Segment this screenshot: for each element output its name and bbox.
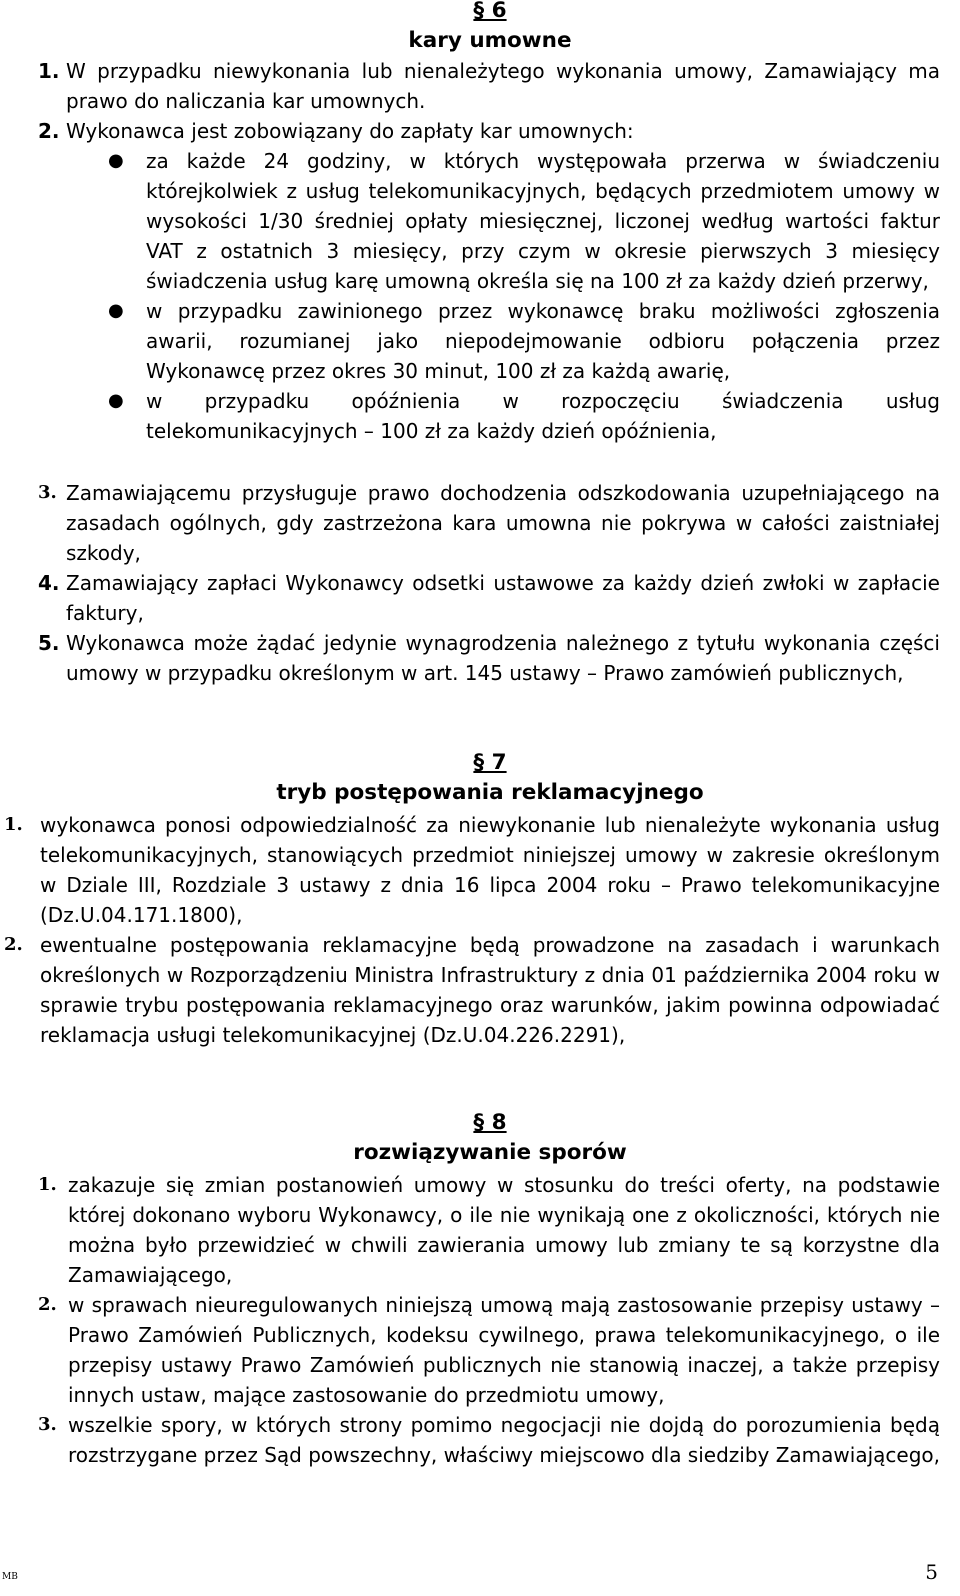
list-item [38,116,940,146]
bullet-icon: ● [108,300,124,321]
item-number: 4. [38,571,60,595]
section-7-sign: § 7 [473,750,507,775]
section-6-body-continued [38,478,940,688]
list-item [38,478,940,568]
item-number: 2. [38,119,60,143]
item-number: 5. [38,631,60,655]
section-7 [40,748,940,808]
item-text: Wykonawca jest zobowiązany do zapłaty kar umownych: [66,119,634,143]
bullet-item [108,146,940,296]
list-item [38,1170,940,1290]
section-7-title: tryb postępowania reklamacyjnego [276,780,704,805]
item-number: 2. [4,934,23,955]
footer-initials: MB [2,1572,18,1582]
list-item [38,628,940,688]
section-8-title: rozwiązywanie sporów [353,1140,627,1165]
bullet-text: w przypadku zawinionego przez wykonawcę braku możliwości zgłoszenia awarii, rozumianej jako niepodejmowanie odbioru połączenia przez Wykonawcę przez okres 30 minut, 100 zł za każdą awarię, [146,299,940,383]
bullet-item [108,386,940,446]
item-number: 1. [38,1174,57,1195]
list-item [4,810,940,930]
bullet-list [108,146,940,446]
bullet-text: w przypadku opóźnienia w rozpoczęciu świadczenia usług telekomunikacyjnych – 100 zł za każdy dzień opóźnienia, [146,389,940,443]
section-6-sign: § 6 [473,0,507,23]
bullet-text: za każde 24 godziny, w których występowała przerwa w świadczeniu którejkolwiek z usług telekomunikacyjnych, będących przedmiotem umowy w wysokości 1/30 średniej opłaty miesięcznej, liczonej według wartości faktur VAT z ostatnich 3 miesięcy, przy czym w okresie pierwszych 3 miesięcy świadczenia usług karę umowną określa się na 100 zł za każdy dzień przerwy, [146,149,940,293]
page-number: 5 [925,1560,938,1584]
section-8 [40,1108,940,1168]
item-number: 3. [38,1414,57,1435]
section-8-body [38,1170,940,1470]
item-number: 1. [38,59,60,83]
item-text: zakazuje się zmian postanowień umowy w stosunku do treści oferty, na podstawie której dokonano wyboru Wykonawcy, o ile nie wynikają one z okoliczności, których nie można było przewidzieć w chwili zawierania umowy lub zmiany te są korzystne dla Zamawiającego, [68,1173,940,1287]
bullet-icon: ● [108,150,124,171]
section-7-body [4,810,940,1050]
item-text: ewentualne postępowania reklamacyjne będą prowadzone na zasadach i warunkach określonych w Rozporządzeniu Ministra Infrastruktury z dnia 01 października 2004 roku w sprawie trybu postępowania reklamacyjnego oraz warunków, jakim powinna odpowiadać reklamacja usługi telekomunikacyjnej (Dz.U.04.226.2291), [40,933,940,1047]
item-text: Wykonawca może żądać jedynie wynagrodzenia należnego z tytułu wykonania części umowy w przypadku określonym w art. 145 ustawy – Prawo zamówień publicznych, [66,631,940,685]
section-8-sign: § 8 [473,1110,507,1135]
list-item [4,930,940,1050]
item-number: 2. [38,1294,57,1315]
section-6-title: kary umowne [408,28,572,53]
item-number: 3. [38,482,57,503]
item-text: w sprawach nieuregulowanych niniejszą umową mają zastosowanie przepisy ustawy – Prawo Zamówień Publicznych, kodeksu cywilnego, prawa telekomunikacyjnego, o ile przepisy ustawy Prawo Zamówień publicznych nie stanowią inaczej, a także przepisy innych ustaw, mające zastosowanie do przedmiotu umowy, [68,1293,940,1407]
bullet-icon: ● [108,390,124,411]
list-item [38,1290,940,1410]
section-6-body [38,56,940,146]
bullet-item [108,296,940,386]
item-text: wykonawca ponosi odpowiedzialność za niewykonanie lub nienależyte wykonania usług telekomunikacyjnych, stanowiących przedmiot niniejszej umowy w zakresie określonym w Dziale III, Rozdziale 3 ustawy z dnia 16 lipca 2004 roku – Prawo telekomunikacyjne (Dz.U.04.171.1800), [40,813,940,927]
item-text: Zamawiający zapłaci Wykonawcy odsetki ustawowe za każdy dzień zwłoki w zapłacie faktury, [66,571,940,625]
item-text: Zamawiającemu przysługuje prawo dochodzenia odszkodowania uzupełniającego na zasadach ogólnych, gdy zastrzeżona kara umowna nie pokrywa w całości zaistniałej szkody, [66,481,940,565]
item-number: 1. [4,814,23,835]
section-6 [40,0,940,56]
list-item [38,568,940,628]
list-item [38,1410,940,1470]
item-text: W przypadku niewykonania lub nienależytego wykonania umowy, Zamawiający ma prawo do naliczania kar umownych. [66,59,940,113]
item-text: wszelkie spory, w których strony pomimo negocjacji nie dojdą do porozumienia będą rozstrzygane przez Sąd powszechny, właściwy miejscowo dla siedziby Zamawiającego, [68,1413,940,1467]
list-item [38,56,940,116]
